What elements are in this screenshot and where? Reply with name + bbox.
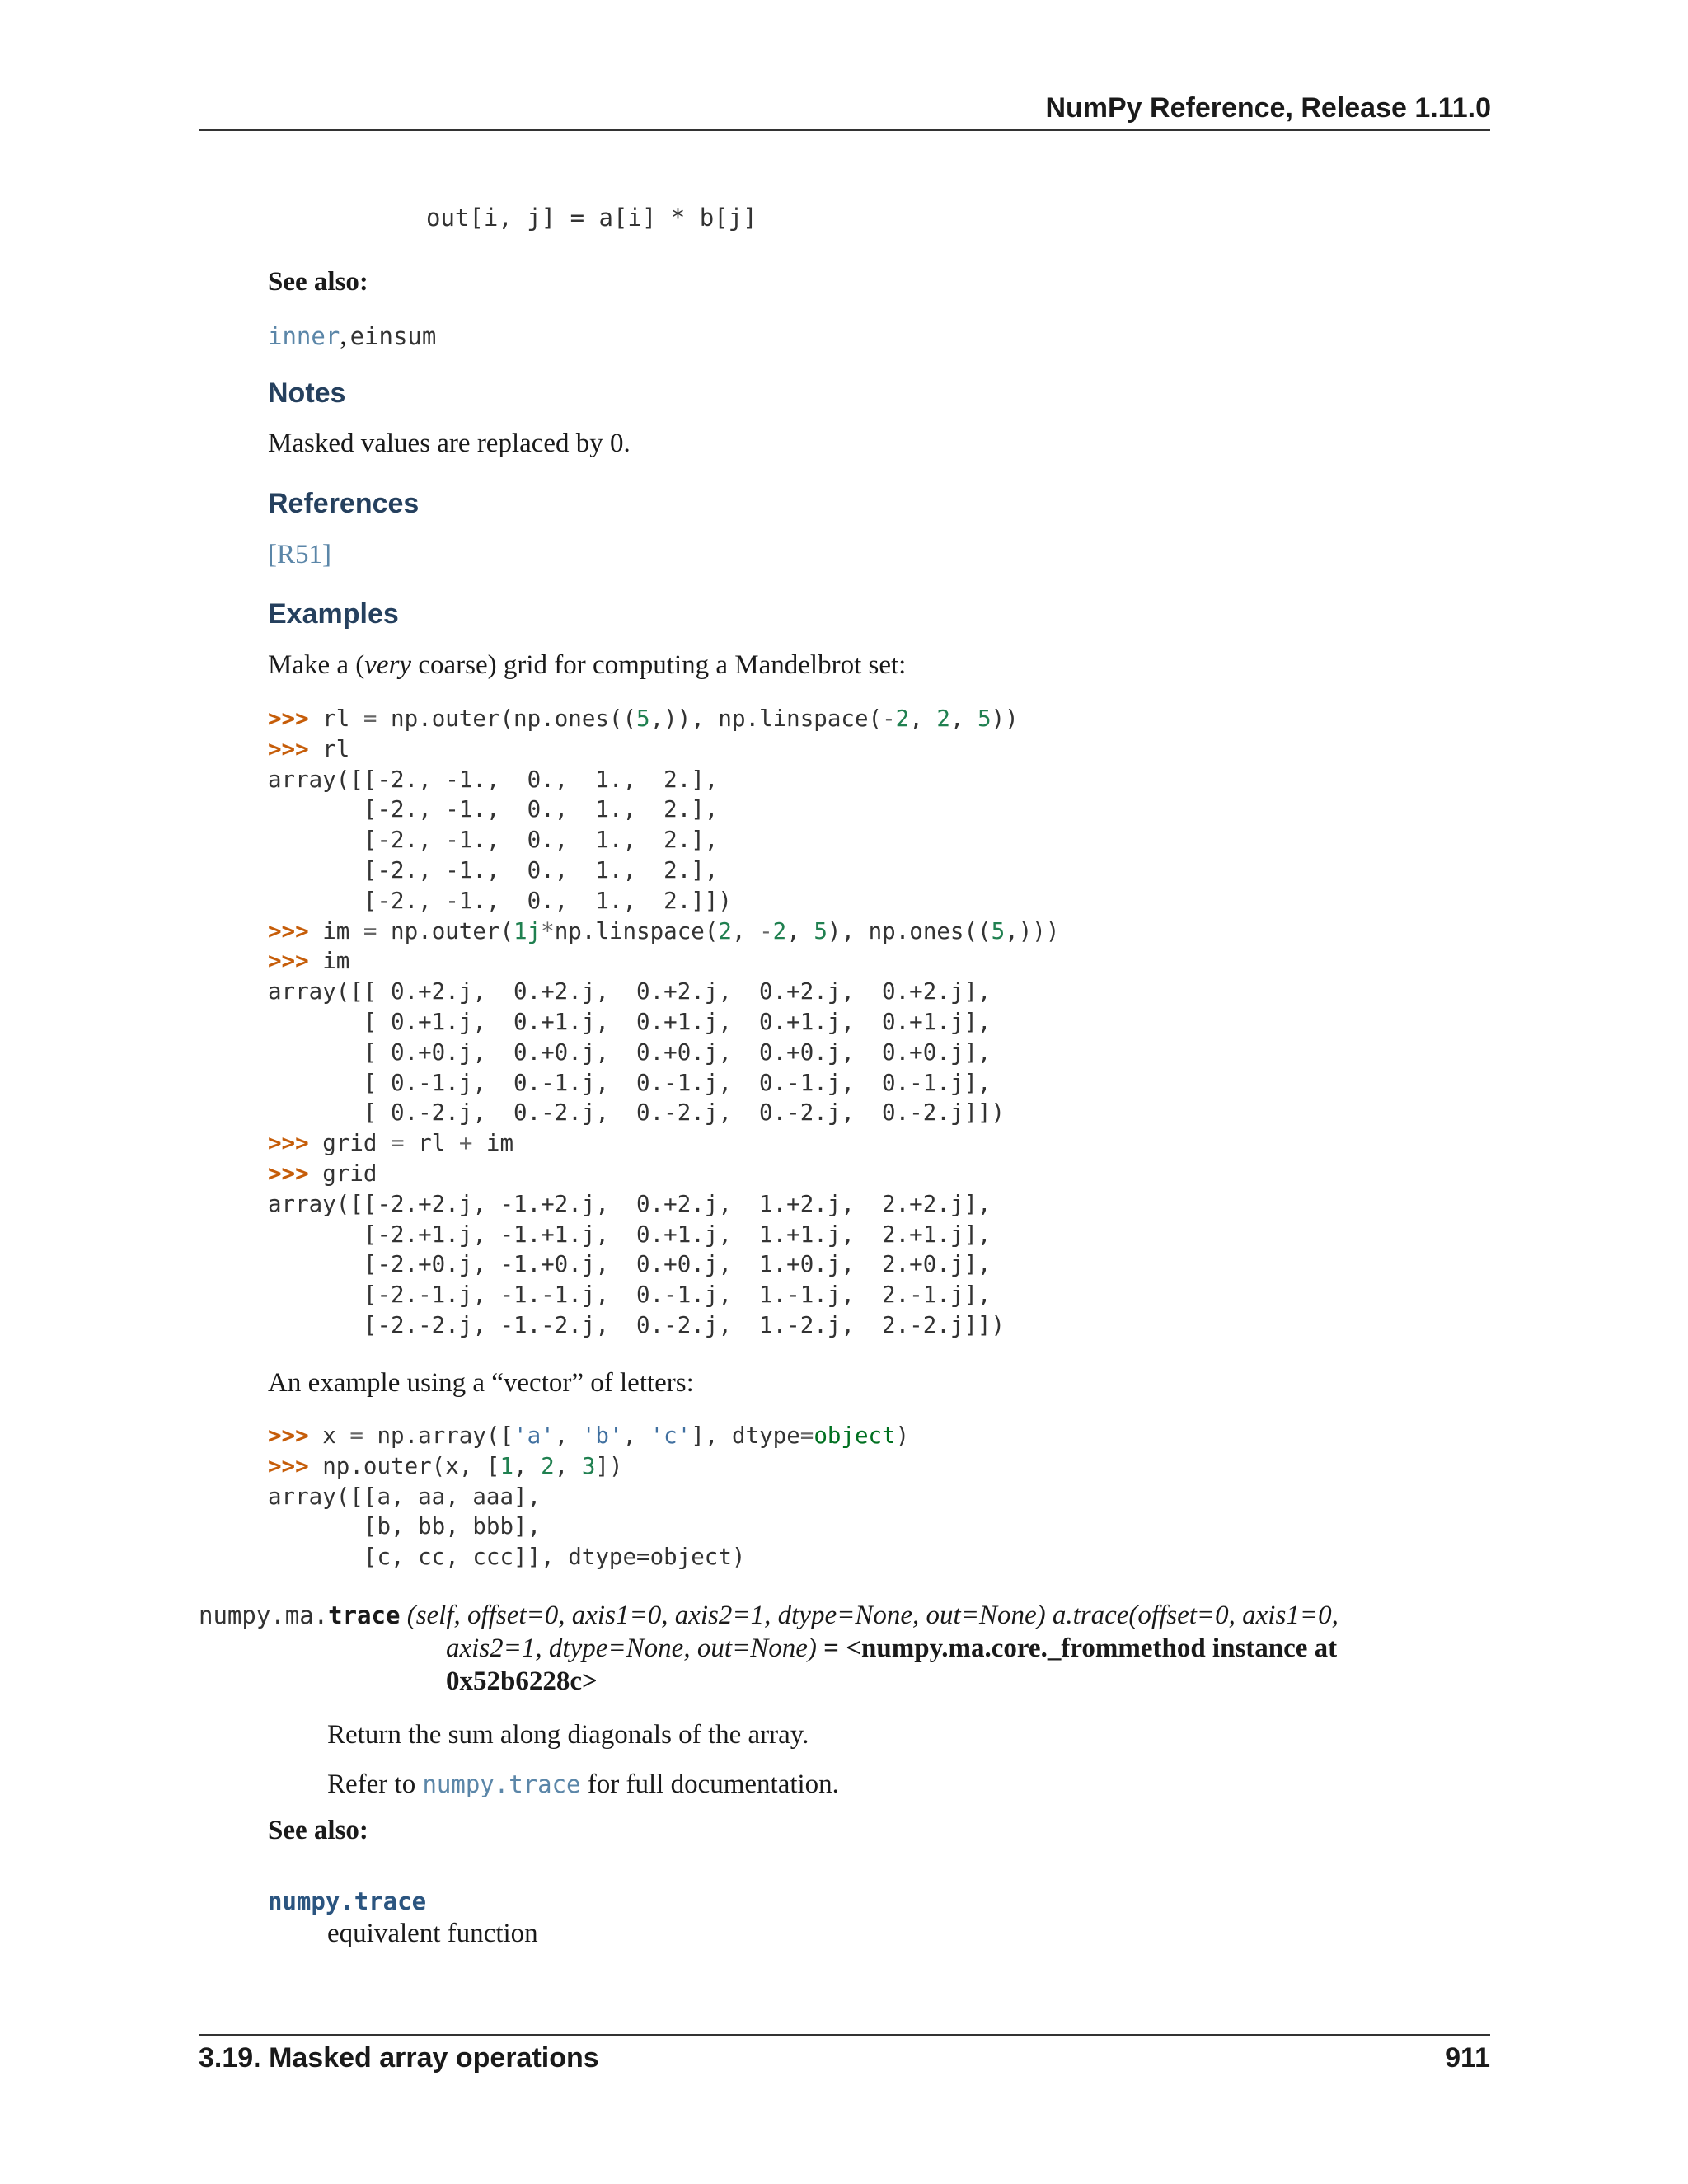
code-line: >>> np.outer(x, [1, 2, 3]) — [268, 1452, 623, 1479]
code-line: [b, bb, bbb], — [268, 1513, 542, 1540]
code-line: [ 0.+1.j, 0.+1.j, 0.+1.j, 0.+1.j, 0.+1.j], — [268, 1008, 992, 1035]
code-line: >>> grid — [268, 1160, 377, 1187]
see-also-separator: , — [340, 321, 347, 351]
code-line: [-2.-1.j, -1.-1.j, 0.-1.j, 1.-1.j, 2.-1.j], — [268, 1282, 992, 1309]
numpy-trace-link[interactable]: numpy.trace — [422, 1770, 581, 1798]
code-line: [ 0.+0.j, 0.+0.j, 0.+0.j, 0.+0.j, 0.+0.j], — [268, 1038, 992, 1066]
footer-rule — [199, 2034, 1490, 2036]
code-line: array([[a, aa, aaa], — [268, 1483, 542, 1510]
code-line: array([[ 0.+2.j, 0.+2.j, 0.+2.j, 0.+2.j, 0.+2.j], — [268, 978, 992, 1005]
code-block-mandelbrot — [268, 704, 1059, 1341]
sig-function-name: trace — [328, 1601, 401, 1629]
notes-heading: Notes — [268, 377, 346, 409]
footer-section-title: 3.19. Masked array operations — [199, 2042, 599, 2074]
see-also-link-numpy-trace[interactable]: numpy.trace — [268, 1887, 427, 1915]
reference-link-r51[interactable]: [R51] — [268, 540, 331, 569]
sig-params-line2: axis2=1, dtype=None, out=None) — [446, 1633, 817, 1663]
code-line: [-2.+1.j, -1.+1.j, 0.+1.j, 1.+1.j, 2.+1.j], — [268, 1221, 992, 1248]
code-line: [-2.+0.j, -1.+0.j, 0.+0.j, 1.+0.j, 2.+0.j], — [268, 1251, 992, 1278]
see-also-label-1: See also: — [268, 267, 368, 297]
code-line: [ 0.-1.j, 0.-1.j, 0.-1.j, 0.-1.j, 0.-1.j], — [268, 1069, 992, 1096]
description-line2 — [327, 1766, 839, 1802]
description-refer-post: for full documentation. — [580, 1769, 839, 1799]
references-heading: References — [268, 488, 420, 519]
code-line: >>> rl = np.outer(np.ones((5,)), np.linspace(-2, 2, 5)) — [268, 705, 1019, 732]
sig-value-line3: 0x52b6228c> — [446, 1666, 598, 1696]
see-also-description: equivalent function — [327, 1919, 538, 1948]
examples-heading: Examples — [268, 598, 399, 630]
description-refer-pre: Refer to — [327, 1769, 423, 1799]
code-line: array([[-2., -1., 0., 1., 2.], — [268, 766, 719, 793]
code-line: >>> im — [268, 948, 350, 975]
examples-intro-post: coarse) grid for computing a Mandelbrot set: — [411, 650, 907, 680]
sig-module: numpy.ma. — [199, 1601, 329, 1629]
see-also-link-inner[interactable]: inner — [268, 322, 340, 350]
description-line1: Return the sum along diagonals of the array. — [327, 1720, 809, 1750]
code-line: array([[-2.+2.j, -1.+2.j, 0.+2.j, 1.+2.j, 2.+2.j], — [268, 1190, 992, 1217]
sig-params-line1: (self, offset=0, axis1=0, axis2=1, dtype=None, out=None) a.trace(offset=0, axis1=0, — [406, 1601, 1339, 1630]
sig-line2 — [199, 1632, 1427, 1665]
examples-intro-pre: Make a ( — [268, 650, 365, 680]
code-line: >>> grid = rl + im — [268, 1130, 514, 1157]
code-line: [-2., -1., 0., 1., 2.], — [268, 856, 719, 883]
function-signature — [199, 1599, 1427, 1698]
code-line: >>> rl — [268, 735, 350, 762]
see-also-list-1 — [268, 318, 436, 354]
code-line: [-2., -1., 0., 1., 2.], — [268, 796, 719, 823]
header-rule — [199, 129, 1490, 131]
code-line: [c, cc, ccc]], dtype=object) — [268, 1544, 746, 1571]
page-header-title: NumPy Reference, Release 1.11.0 — [1045, 92, 1491, 124]
formula-line: out[i, j] = a[i] * b[j] — [426, 204, 757, 232]
examples-intro-2: An example using a “vector” of letters: — [268, 1368, 694, 1398]
sig-line3 — [199, 1665, 1427, 1698]
see-also-label-2: See also: — [268, 1816, 368, 1845]
see-also-text-einsum: einsum — [349, 322, 437, 350]
code-line: >>> im = np.outer(1j*np.linspace(2, -2, 5), np.ones((5,))) — [268, 917, 1060, 944]
code-line: [-2.-2.j, -1.-2.j, 0.-2.j, 1.-2.j, 2.-2.j]]) — [268, 1311, 1006, 1338]
examples-intro-emphasis: very — [364, 650, 412, 680]
code-line: [-2., -1., 0., 1., 2.], — [268, 827, 719, 854]
code-line: >>> x = np.array(['a', 'b', 'c'], dtype=object) — [268, 1422, 910, 1449]
code-line: [ 0.-2.j, 0.-2.j, 0.-2.j, 0.-2.j, 0.-2.j]]) — [268, 1099, 1006, 1127]
notes-text: Masked values are replaced by 0. — [268, 429, 631, 458]
footer-page-number: 911 — [1445, 2042, 1490, 2074]
examples-intro — [268, 647, 906, 683]
code-line: [-2., -1., 0., 1., 2.]]) — [268, 887, 732, 914]
sig-value-line2: = <numpy.ma.core._frommethod instance at — [816, 1633, 1338, 1663]
code-block-letters — [268, 1421, 909, 1572]
